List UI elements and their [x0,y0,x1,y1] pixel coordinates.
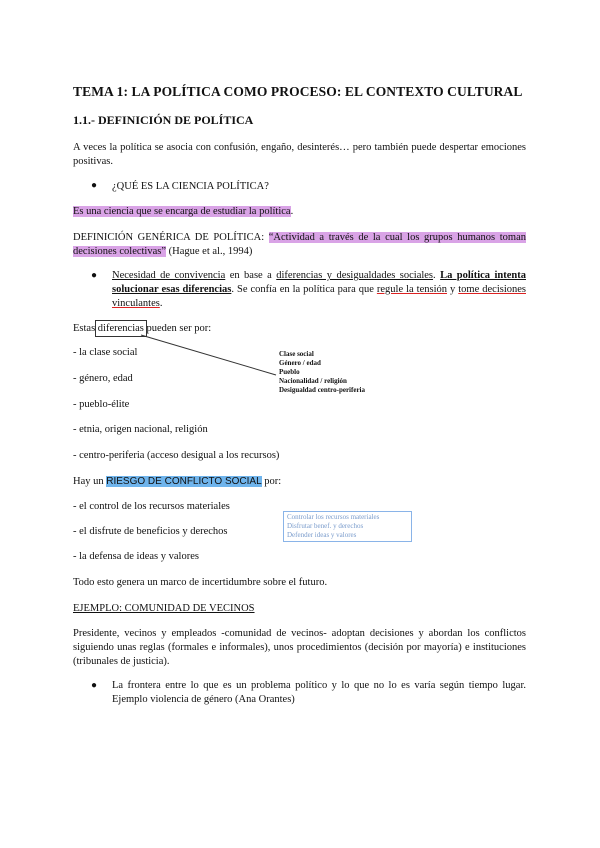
regule-tension-underline: regule la tensión [376,284,448,295]
text-run: . Se confía en la política para que [231,284,377,295]
question-heading: ¿QUÉ ES LA CIENCIA POLÍTICA? [112,181,269,192]
note-line: Género / edad [279,359,321,367]
note-line: Defender ideas y valores [287,531,357,539]
handwritten-notes-differences [279,350,365,395]
difference-item: - etnia, origen nacional, religión [73,424,208,435]
difference-item: - la clase social [73,347,138,358]
document-title: TEMA 1: LA POLÍTICA COMO PROCESO: EL CONTEXTO CULTURAL [73,84,523,99]
example-bullet: La frontera entre lo que es un problema político y lo que no lo es varía según tiempo lugar. Ejemplo violencia de género (Ana Orantes) [112,680,526,705]
bullet-icon: ● [91,680,98,691]
risk-item: - la defensa de ideas y valores [73,551,199,562]
tome-decisiones-underline: tome decisiones vinculantes [112,284,526,309]
bullet-icon: ● [91,180,98,191]
text-run: Hay un [73,476,107,487]
bullet-icon: ● [91,270,98,281]
science-definition: Es una ciencia que se encarga de estudiar la política. [73,206,294,217]
diferencias-underline: diferencias y desigualdades sociales [276,270,434,281]
risk-highlight: RIESGO DE CONFLICTO SOCIAL [106,476,262,487]
generic-definition-label: DEFINICIÓN GENÉRICA DE POLÍTICA: [73,232,269,243]
science-definition-highlight: Es una ciencia que se encarga de estudiar la política [73,206,291,217]
note-line: Controlar los recursos materiales [287,513,380,521]
example-title: EJEMPLO: COMUNIDAD DE VECINOS [73,603,255,614]
note-line: Clase social [279,350,314,358]
text-run: y [447,284,459,295]
text-run: . [433,270,441,281]
risk-intro [73,475,281,489]
text-run: en base a [225,270,277,281]
difference-item: - género, edad [73,373,133,384]
intro-paragraph: A veces la política se asocia con confusión, engaño, desinterés… pero también puede despertar emociones positivas. [73,142,526,167]
note-line: Nacionalidad / religión [279,377,347,385]
difference-item: - centro-periferia (acceso desigual a los recursos) [73,450,280,461]
example-paragraph: Presidente, vecinos y empleados -comunidad de vecinos- adoptan decisiones y abordan los conflictos siguiendo unas reglas (formales e informales), unos procedimientos (decisión por mayoría) e instituciones (tribunales de justicia). [73,628,526,667]
generic-definition-quote: “Actividad a través de la cual los grupos humanos toman decisiones colectivas” [73,232,526,257]
politica-intenta-bold: La política intenta solucionar esas diferencias [112,270,526,295]
differences-boxed-word: diferencias [97,323,144,334]
risk-item: - el control de los recursos materiales [73,501,230,512]
generic-definition-cite: (Hague et al., 1994) [166,246,253,257]
section-heading: 1.1.- DEFINICIÓN DE POLÍTICA [73,113,254,127]
text-run: pueden ser por: [143,323,212,334]
risk-notes-box [283,511,412,542]
risk-item: - el disfrute de beneficios y derechos [73,526,228,537]
text-run: Estas [73,323,98,334]
text-run: por: [261,476,282,487]
convivencia-underline: Necesidad de convivencia [112,270,226,281]
note-line: Pueblo [279,368,300,376]
note-line: Disfrutar benef. y derechos [287,522,364,530]
uncertainty-line: Todo esto genera un marco de incertidumbre sobre el futuro. [73,577,328,588]
difference-item: - pueblo-élite [73,399,130,410]
text-run: . [159,298,163,309]
note-line: Desigualdad centro-periferia [279,386,365,394]
